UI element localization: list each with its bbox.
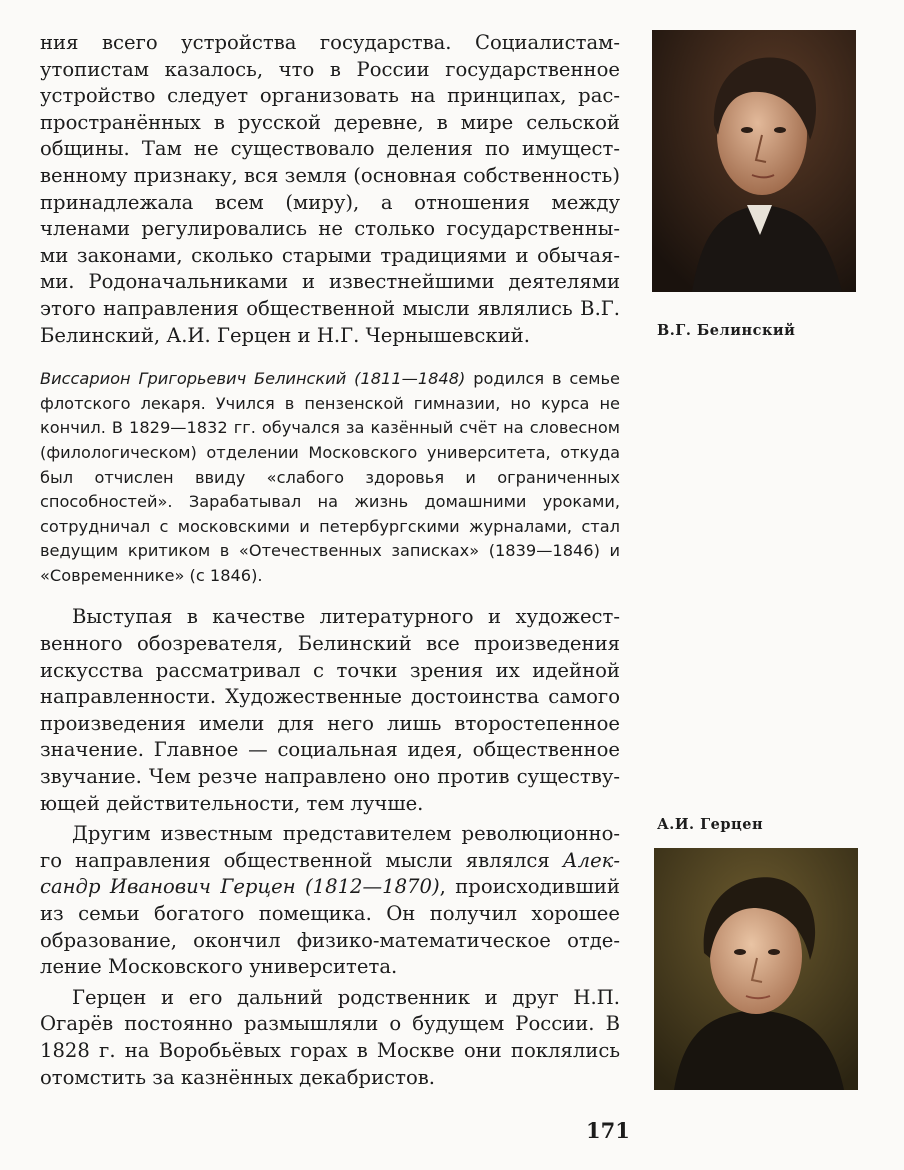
paragraph-utopian-socialists: ния всего устройства государства. Социалистам-утопистам казалось, что в России государственное устройство следует организовать на принципах, распространённых в русской деревне, в мире сельской общины. Там не существовало деления по имущественному признаку, вся земля (основная собственность) принадлежала всем (миру), а отношения между членами регулировались не столько государственными законами, сколько старыми традициями и обычаями. Родоначальниками и известнейшими деятелями этого направления общественной мысли являлись В.Г. Белинский, А.И. Герцен и Н.Г. Чернышевский. (40, 31, 620, 347)
herzen-name: Александр Иванович Герцен (1812—1870) (40, 848, 620, 899)
belinsky-portrait (652, 30, 856, 292)
belinsky-bio-text: родился в семье флотского лекаря. Учился в пензенской гимназии, но курса не кончил. В 1829—1832 гг. обучался за казённый счёт на словесном (филологическом) отделении Московского университета, откуда был отчислен ввиду «слабого здоровья и ограниченных способностей». Зарабатывал на жизнь домашними уроками, сотрудничал с московскими и петербургскими журналами, стал ведущим критиком в «Отечественных записках» (1839—1846) и «Современнике» (с 1846). (40, 369, 620, 585)
belinsky-biography (40, 367, 620, 588)
paragraph-belinsky-critic: Выступая в качестве литературного и художественного обозревателя, Белинский все произведения искусства рассматривал с точки зрения их идейной направленности. Художественные достоинства самого произведения имели для него лишь второстепенное значение. Главное — социальная идея, общественное звучание. Чем резче направлено оно против существующей действительности, тем лучше. (40, 605, 620, 815)
belinsky-caption: В.Г. Белинский (657, 322, 796, 339)
page-number: 171 (586, 1118, 630, 1143)
herzen-intro-end: , происходивший из семьи богатого помещика. Он получил хорошее образование, окончил физико-математическое отделение Московского университета. (40, 875, 620, 979)
paragraph-herzen-ogarev: Герцен и его дальний родственник и друг Н.П. Огарёв постоянно размышляли о будущем России. В 1828 г. на Воробьёвых горах в Москве они поклялись отомстить за казнённых декабристов. (40, 985, 620, 1089)
paragraph-herzen-intro (40, 821, 620, 981)
herzen-intro-start: Другим известным представителем революционного направления общественной мысли являлся (40, 822, 620, 872)
main-text-column (40, 30, 620, 1095)
herzen-caption: А.И. Герцен (657, 816, 764, 833)
belinsky-bio-name: Виссарион Григорьевич Белинский (1811—1848) (40, 369, 466, 389)
herzen-portrait (654, 848, 858, 1090)
